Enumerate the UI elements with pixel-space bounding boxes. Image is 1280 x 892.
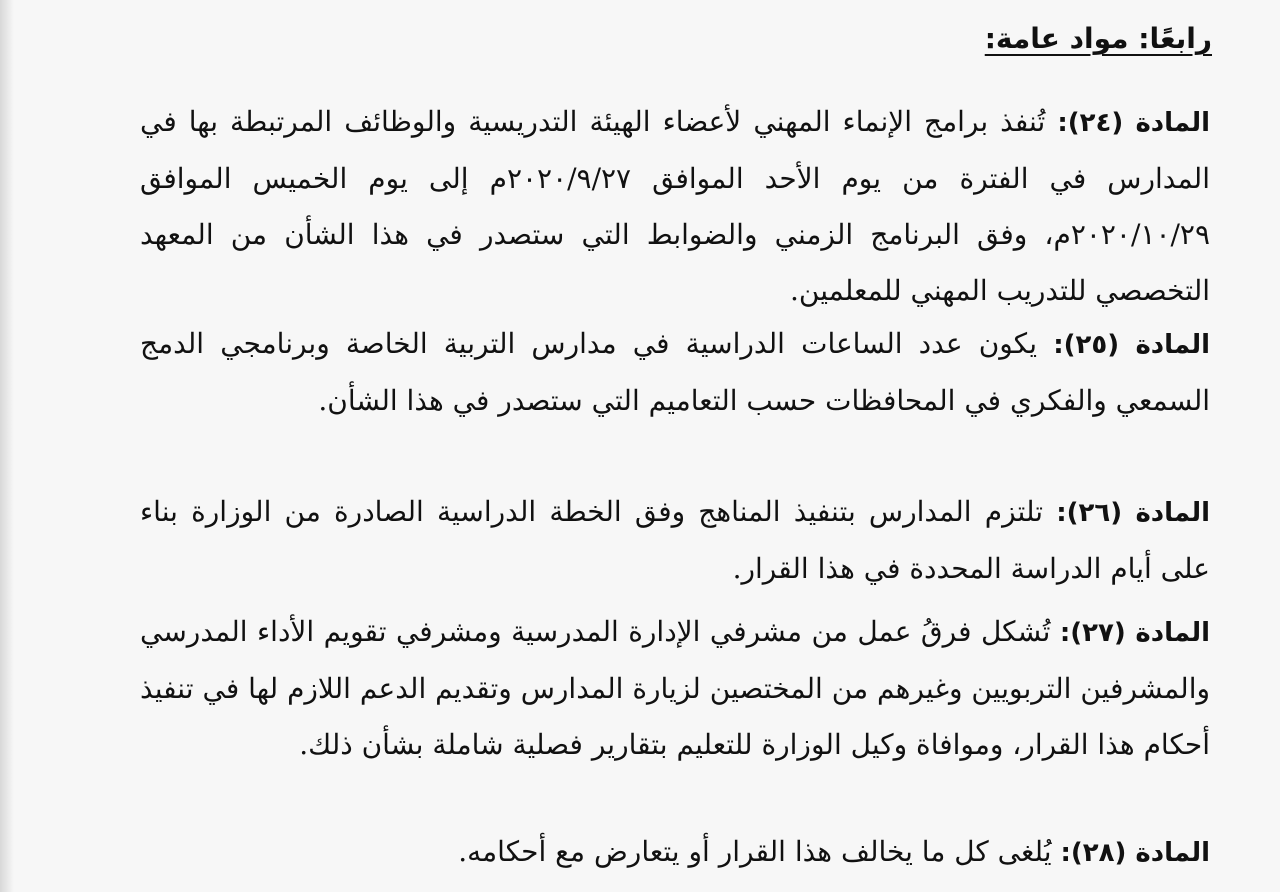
article-27	[140, 604, 1210, 773]
article-label: المادة (٢٨):	[1060, 838, 1210, 868]
article-24	[140, 94, 1210, 319]
article-label: المادة (٢٤):	[1057, 108, 1210, 138]
article-28	[140, 824, 1210, 881]
article-label: المادة (٢٥):	[1053, 330, 1211, 360]
article-text: تُشكل فرقُ عمل من مشرفي الإدارة المدرسية ومشرفي تقويم الأداء المدرسي والمشرفين التربويين وغيرهم من المختصين لزيارة المدارس وتقديم الدعم اللازم لها في تنفيذ أحكام هذا القرار، وموافاة وكيل الوزارة للتعليم بتقارير فصلية شاملة بشأن ذلك.	[140, 615, 1210, 761]
section-heading: رابعًا: مواد عامة:	[984, 22, 1212, 55]
article-26	[140, 484, 1210, 597]
article-text: يُلغى كل ما يخالف هذا القرار أو يتعارض مع أحكامه.	[458, 835, 1052, 868]
article-25	[140, 316, 1210, 429]
article-text: تلتزم المدارس بتنفيذ المناهج وفق الخطة الدراسية الصادرة من الوزارة بناء على أيام الدراسة المحددة في هذا القرار.	[140, 495, 1210, 585]
article-label: المادة (٢٦):	[1056, 498, 1211, 528]
article-label: المادة (٢٧):	[1059, 618, 1210, 648]
article-text: يكون عدد الساعات الدراسية في مدارس التربية الخاصة وبرنامجي الدمج السمعي والفكري في المحافظات حسب التعاميم التي ستصدر في هذا الشأن.	[140, 327, 1210, 417]
article-text: تُنفذ برامج الإنماء المهني لأعضاء الهيئة التدريسية والوظائف المرتبطة بها في المدارس في الفترة من يوم الأحد الموافق ٢٠٢٠/٩/٢٧م إلى يوم الخميس الموافق ٢٠٢٠/١٠/٢٩م، وفق البرنامج الزمني والضوابط التي ستصدر في هذا الشأن من المعهد التخصصي للتدريب المهني للمعلمين.	[140, 105, 1210, 307]
